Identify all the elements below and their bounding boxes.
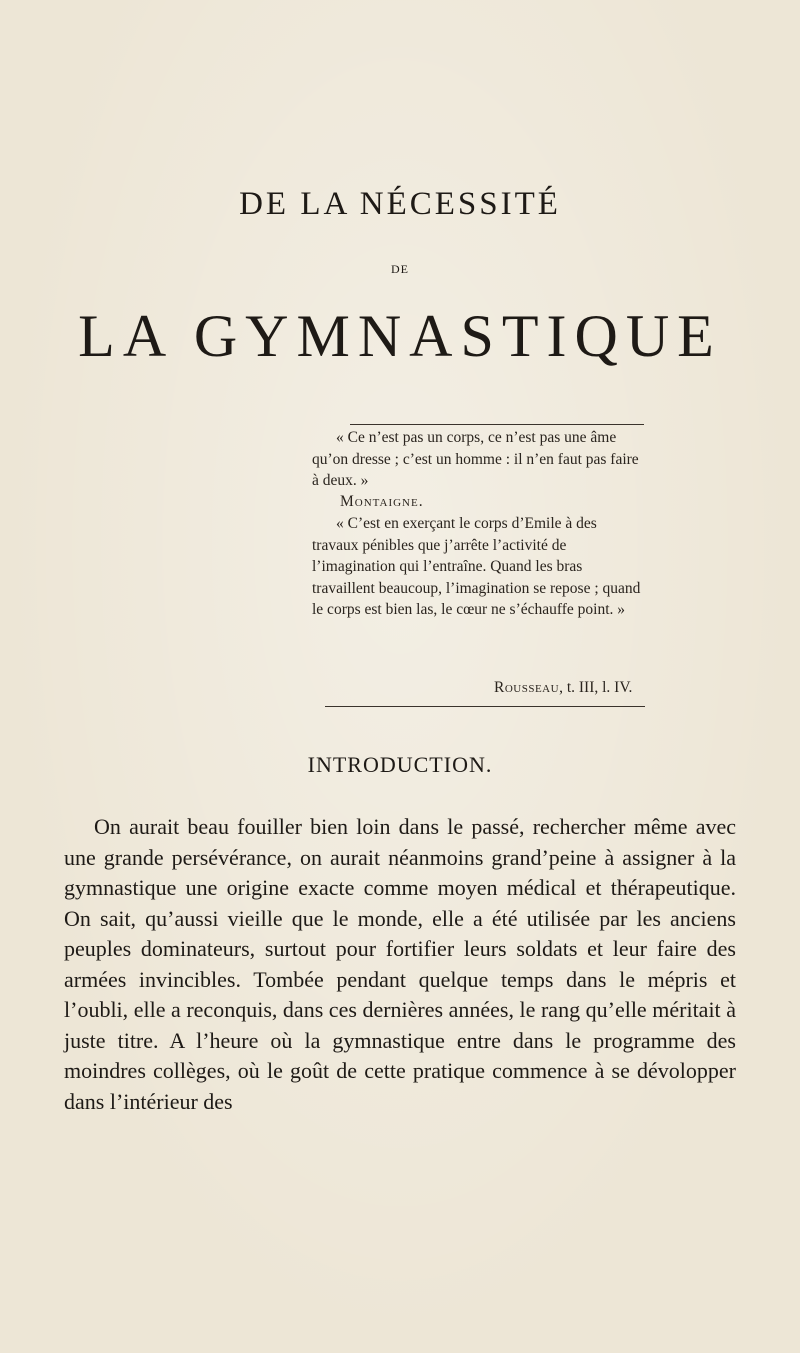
epigraph-2-author: Rousseau bbox=[494, 679, 560, 696]
title-line-1: DE LA NÉCESSITÉ bbox=[239, 186, 561, 222]
epigraph-2-text: « C’est en exerçant le corps d’Emile à des travaux pénibles que j’arrête l’activité de l’imagination qui l’entraîne. Quand les bras travaillent beaucoup, l’imagination se repose ; quand le corps est bien las, le cœur ne s’échauffe point. » bbox=[312, 515, 641, 618]
epigraph-bottom-rule bbox=[325, 706, 645, 707]
epigraph-1-text: « Ce n’est pas un corps, ce n’est pas une âme qu’on dresse ; c’est un homme : il n’en faut pas faire à deux. » bbox=[312, 429, 639, 489]
epigraph-2-attribution bbox=[494, 677, 654, 699]
title-line-3: LA GYMNASTIQUE bbox=[78, 303, 722, 369]
epigraph-2-reference: , t. III, l. IV. bbox=[559, 679, 633, 696]
epigraph-top-rule bbox=[350, 424, 644, 425]
section-heading: INTRODUCTION. bbox=[307, 752, 493, 777]
body-paragraph: On aurait beau fouiller bien loin dans le passé, rechercher même avec une grande persévérance, on aurait néanmoins grand’peine à assigner à la gymnastique une origine exacte comme moyen médical et thérapeutique. On sait, qu’aussi vieille que le monde, elle a été utilisée par les anciens peuples dominateurs, surtout pour fortifier leurs soldats et leur faire des armées invincibles. Tombée pendant quelque temps dans le mépris et l’oubli, elle a reconquis, dans ces dernières années, le rang qu’elle méritait à juste titre. A l’heure où la gymnastique entre dans le programme des moindres collèges, où le goût de cette pratique commence à se dévolopper dans l’intérieur des bbox=[64, 814, 736, 1114]
title-line-2: DE bbox=[391, 262, 409, 276]
epigraph-1-author: Montaigne. bbox=[340, 493, 424, 510]
